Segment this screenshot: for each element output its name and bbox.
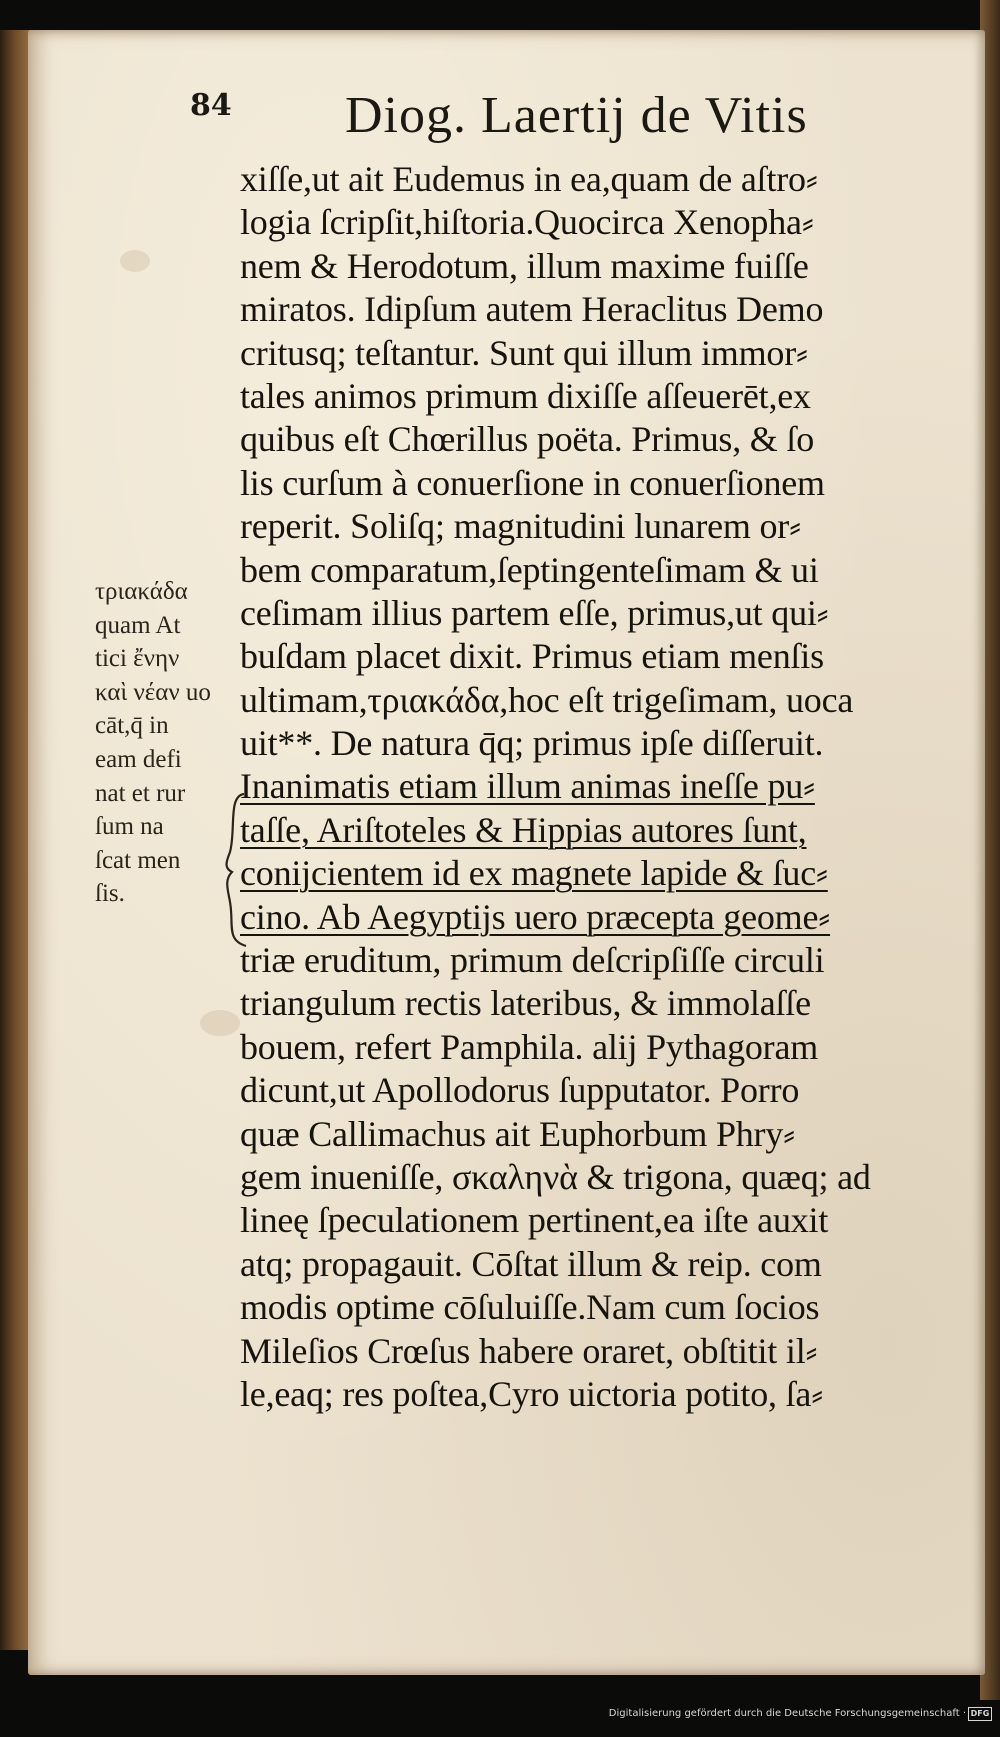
text-line: Inanimatis etiam illum animas ineſſe pu⸗ xyxy=(240,766,815,807)
digitization-credit: Digitalisierung gefördert durch die Deutsche Forschungsgemeinschaft · xyxy=(608,1708,966,1719)
text-line: conijcientem id ex magnete lapide & ſuc⸗ xyxy=(240,853,828,894)
body-text xyxy=(240,158,950,1416)
text-line: Mileſios Crœſus habere oraret, obſtitit il⸗ xyxy=(240,1330,818,1371)
running-head: Diog. Laertij de Vitis xyxy=(345,87,808,144)
dfg-logo: DFG xyxy=(968,1707,992,1721)
margin-note xyxy=(95,575,230,911)
text-line: miratos. Idipſum autem Heraclitus Demo xyxy=(240,289,824,330)
text-line: cino. Ab Aegyptijs uero præcepta geome⸗ xyxy=(240,896,831,937)
margin-note-line: ſis. xyxy=(95,880,125,908)
text-line: nem & Herodotum, illum maxime fuiſſe xyxy=(240,245,809,286)
text-line: ceſimam illius partem eſſe, primus,ut qui⸗ xyxy=(240,592,829,633)
text-line: triæ eruditum, primum deſcripſiſſe circuli xyxy=(240,940,825,981)
margin-note-line: καὶ νέαν uo xyxy=(95,678,211,706)
text-line: critusq; teſtantur. Sunt qui illum immor⸗ xyxy=(240,332,808,373)
text-line: taſſe, Ariſtoteles & Hippias autores ſunt, xyxy=(240,809,807,850)
text-line: tales animos primum dixiſſe aſſeuerēt,ex xyxy=(240,375,811,416)
text-line: xiſſe,ut ait Eudemus in ea,quam de aſtro⸗ xyxy=(240,159,818,199)
text-line: atq; propagauit. Cōſtat illum & reip. com xyxy=(240,1243,822,1284)
margin-note-line: ſcat men xyxy=(95,846,181,874)
margin-note-line: tici ἔνην xyxy=(95,645,180,673)
page-number: 84 xyxy=(190,88,232,123)
text-line: lis curſum à conuerſione in conuerſionem xyxy=(240,462,825,503)
text-line: buſdam placet dixit. Primus etiam menſis xyxy=(240,636,824,677)
margin-note-line: ſum na xyxy=(95,813,164,841)
text-line: quibus eſt Chœrillus poëta. Primus, & ſo xyxy=(240,419,814,460)
text-line: le,eaq; res poſtea,Cyro uictoria potito, ſa⸗ xyxy=(240,1373,824,1414)
text-line: bouem, refert Pamphila. alij Pythagoram xyxy=(240,1026,819,1067)
text-line: dicunt,ut Apollodorus ſupputator. Porro xyxy=(240,1070,800,1111)
text-line: logia ſcripſit,hiſtoria.Quocirca Xenopha⸗ xyxy=(240,202,814,243)
margin-note-line: cāt,q̄ in xyxy=(95,712,169,740)
text-line: reperit. Soliſq; magnitudini lunarem or⸗ xyxy=(240,506,801,547)
paper-stain xyxy=(120,250,150,272)
margin-note-line: τριακάδα xyxy=(95,578,188,605)
text-line: bem comparatum,ſeptingenteſimam & ui xyxy=(240,549,819,590)
text-line: quæ Callimachus ait Euphorbum Phry⸗ xyxy=(240,1113,795,1154)
text-line: uit**. De natura q̄q; primus ipſe diſſeruit. xyxy=(240,723,824,764)
margin-note-line: nat et rur xyxy=(95,779,186,807)
text-line: triangulum rectis lateribus, & immolaſſe xyxy=(240,983,811,1024)
text-line: gem inueniſſe, σκαληνὰ & trigona, quæq; ad xyxy=(240,1156,871,1197)
margin-note-line: quam At xyxy=(95,611,181,639)
text-line: ultimam,τριακάδα,hoc eſt trigeſimam, uoca xyxy=(240,679,854,720)
text-line: modis optime cōſuluiſſe.Nam cum ſocios xyxy=(240,1287,820,1328)
paper-stain xyxy=(200,1010,240,1036)
margin-note-line: eam defi xyxy=(95,745,182,773)
text-line: lineę ſpeculationem pertinent,ea iſte auxit xyxy=(240,1200,829,1241)
